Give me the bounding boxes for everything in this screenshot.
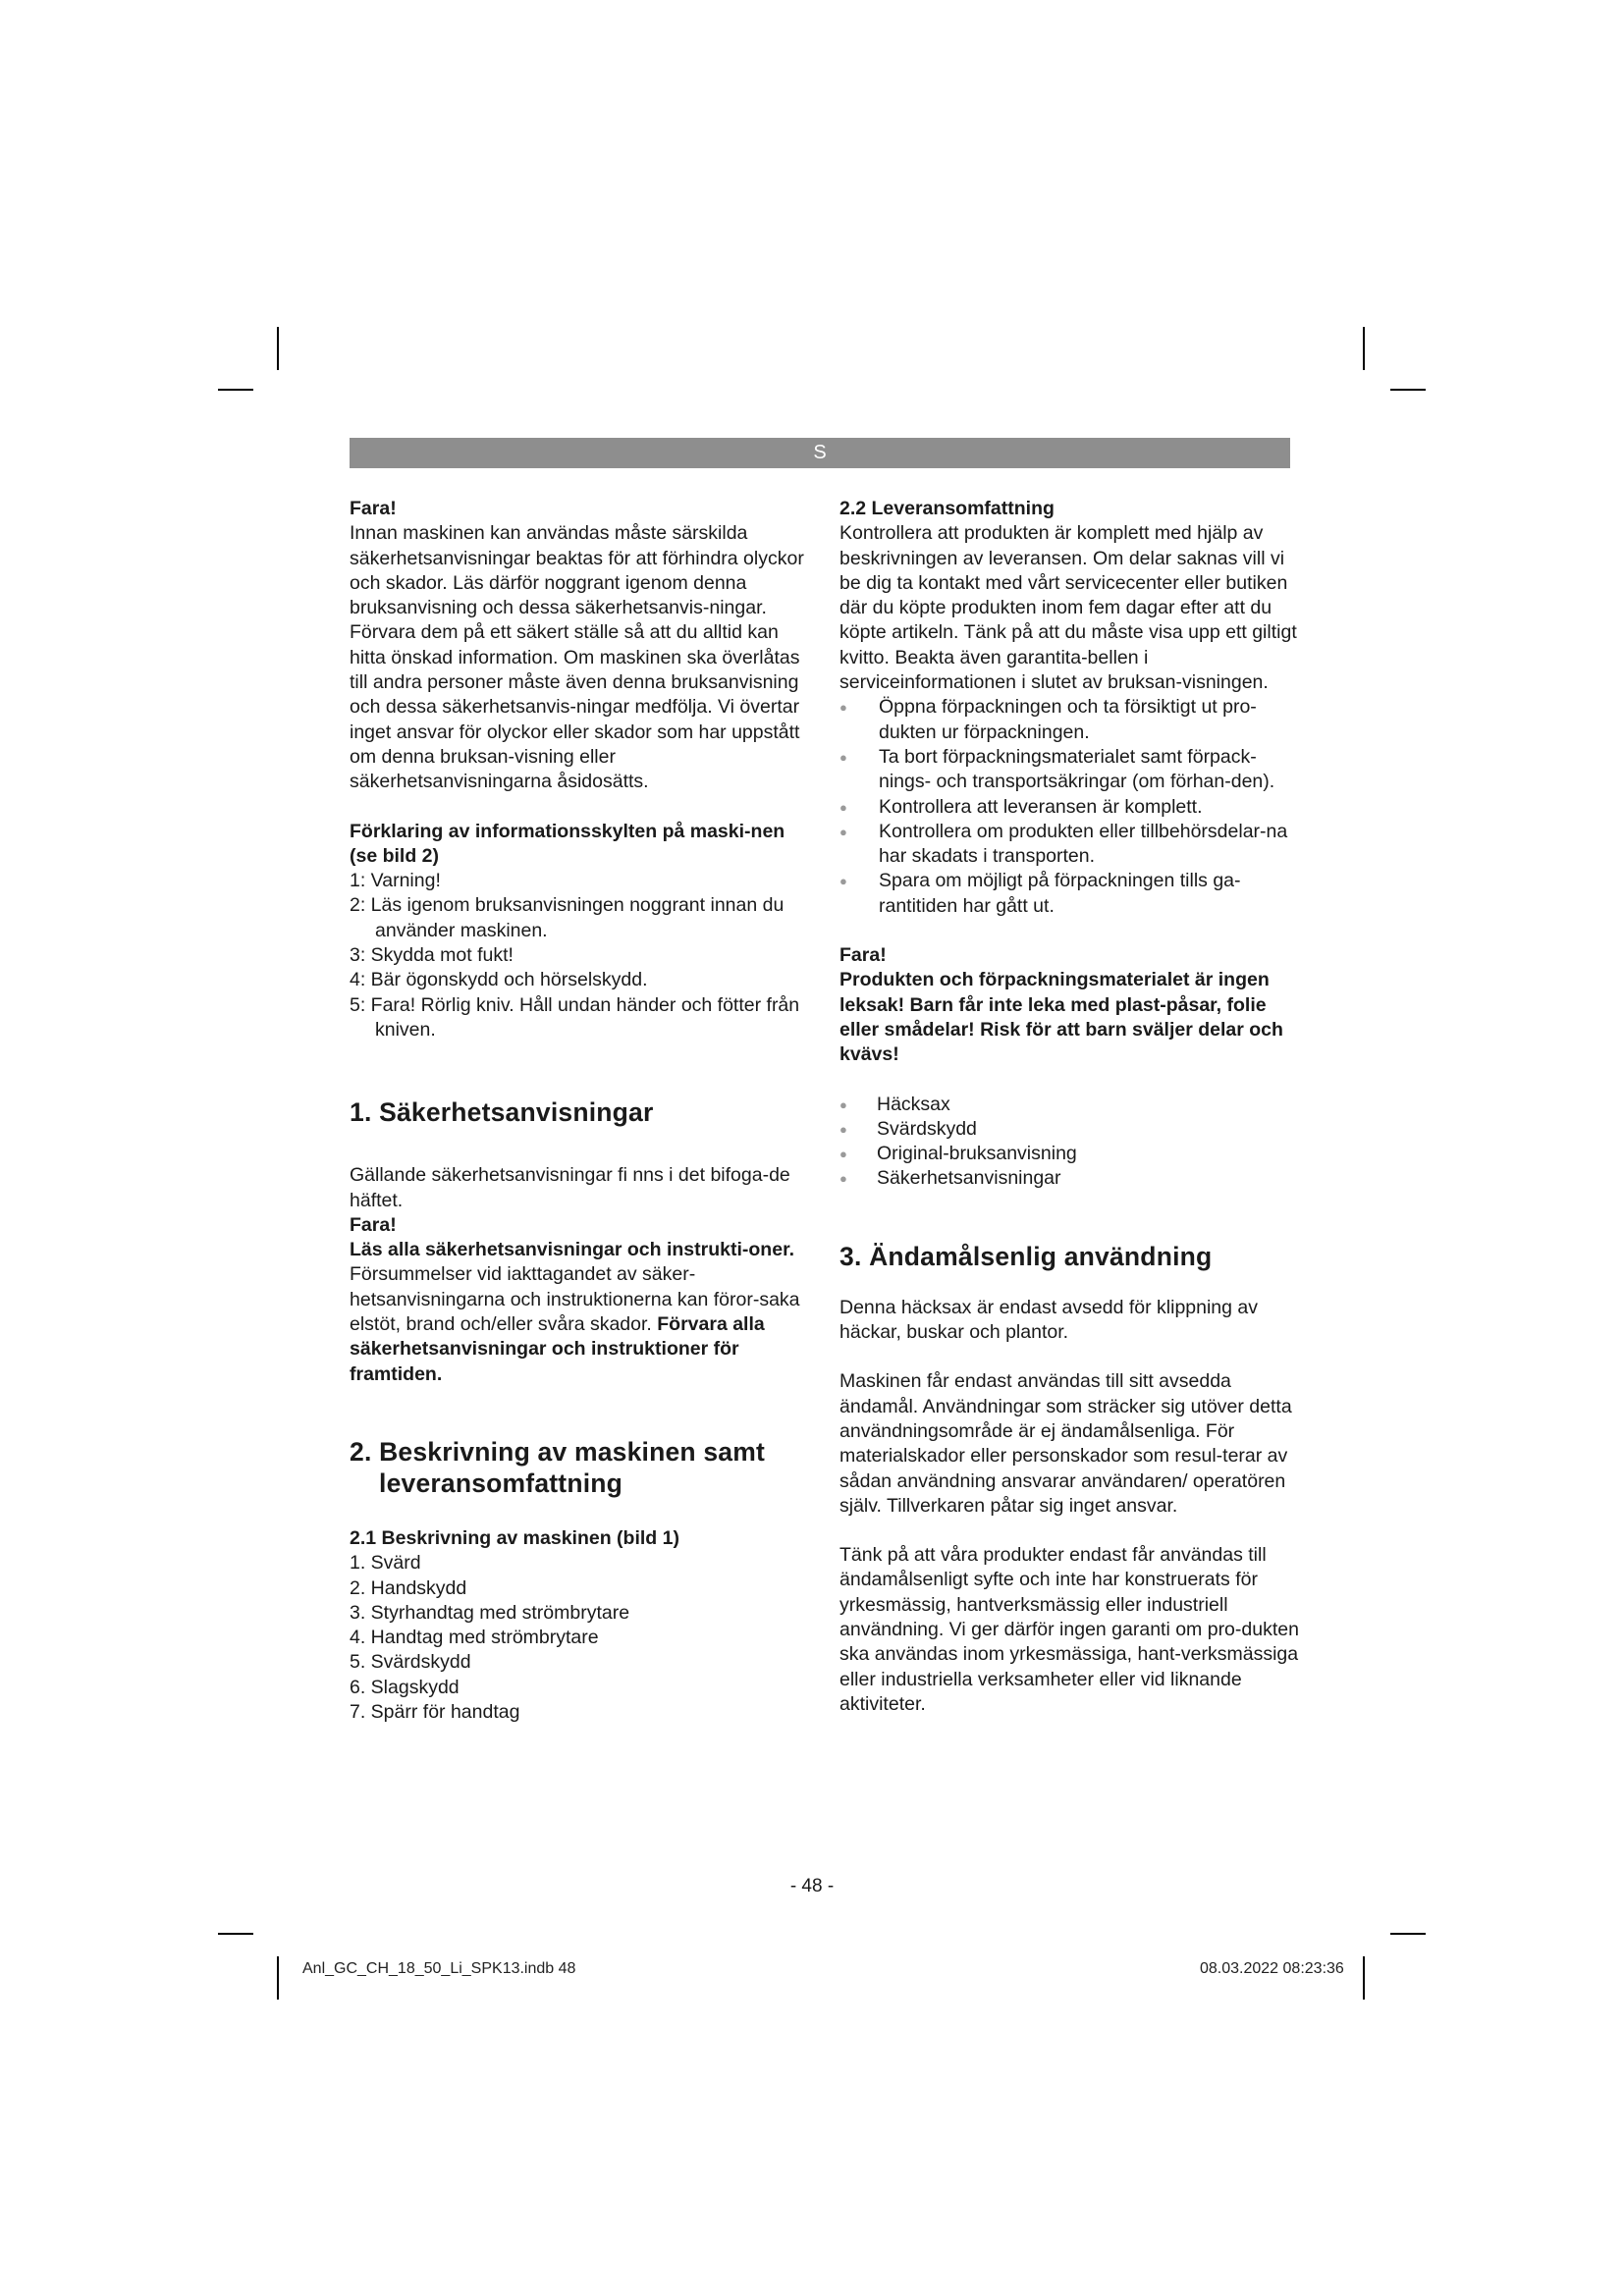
- warning-bold-text: Läs alla säkerhetsanvisningar och instrukti-oner.: [350, 1239, 794, 1261]
- crop-mark: [218, 1933, 253, 1935]
- section-2-2-paragraph: Kontrollera att produkten är komplett med hjälp av beskrivningen av leveransen. Om delar saknas vill vi be dig ta kontakt med vårt servicecenter eller butiken där du köpte produkten inom fem dagar efter att du köpte artikeln. Tänk på att du måste visa upp ett giltigt kvitto. Beakta även garantita-bellen i serviceinformationen i slutet av bruksan-visningen.: [839, 522, 1297, 694]
- unpack-steps-list: [839, 695, 1307, 919]
- unpack-step: ● Spara om möjligt på förpackningen tills ga-rantitiden har gått ut.: [839, 869, 1307, 919]
- crop-mark: [1390, 1933, 1426, 1935]
- section-1-heading: 1. Säkerhetsanvisningar: [350, 1097, 654, 1128]
- info-sign-item: 2: Läs igenom bruksanvisningen noggrant innan du använder maskinen.: [350, 894, 785, 941]
- machine-part-item: 6. Slagskydd: [350, 1676, 460, 1698]
- unpack-step: ● Kontrollera om produkten eller tillbehörsdelar-na har skadats i transporten.: [839, 820, 1307, 870]
- child-warning: Produkten och förpackningsmaterialet är ingen leksak! Barn får inte leka med plast-påsar, folie eller smådelar! Risk för att barn sväljer delar och kvävs!: [839, 969, 1283, 1066]
- info-sign-item: 1: Varning!: [350, 870, 441, 892]
- section-1-danger-heading: Fara!: [350, 1213, 397, 1236]
- section-2-2-heading: 2.2 Leveransomfattning: [839, 498, 1055, 519]
- section-3-paragraph: Maskinen får endast användas till sitt avsedda ändamål. Användningar som sträcker sig utöver detta användningsområde är ej ändamålsenliga. För materialskador eller personskador som resul-terar av sådan användning ansvarar användaren/ operatören själv. Tillverkaren påtar sig inget ansvar.: [839, 1370, 1292, 1517]
- info-sign-item: 3: Skydda mot fukt!: [350, 944, 514, 967]
- delivery-content-item: ● Säkerhetsanvisningar: [839, 1166, 1307, 1191]
- footer-timestamp: 08.03.2022 08:23:36: [1200, 1960, 1344, 1977]
- crop-mark: [1363, 1956, 1365, 2000]
- info-sign-list: [350, 869, 817, 1042]
- machine-part-item: 7. Spärr för handtag: [350, 1700, 520, 1723]
- section-3-paragraph: Denna häcksax är endast avsedd för klippning av häckar, buskar och plantor.: [839, 1296, 1259, 1344]
- machine-part-item: 2. Handskydd: [350, 1576, 467, 1599]
- page-number: - 48 -: [789, 1876, 835, 1896]
- danger-paragraph: Innan maskinen kan användas måste särskilda säkerhetsanvisningar beaktas för att förhindra olyckor och skador. Läs därför noggrant igenom denna bruksanvisning och dessa säkerhetsanvis-ningar. Förvara dem på ett säkert ställe så att du alltid kan hitta önskad information. Om maskinen ska överlåtas till andra personer måste även denna bruksanvisning och dessa säkerhetsanvis-ningar medfölja. Vi övertar inget ansvar för olyckor eller skador som har uppstått om denna bruksan-visning eller säkerhetsanvisningarna åsidosätts.: [350, 522, 804, 793]
- footer-file-name: Anl_GC_CH_18_50_Li_SPK13.indb 48: [302, 1960, 576, 1977]
- crop-mark: [277, 1956, 279, 2000]
- delivery-content-item: ● Häcksax: [839, 1093, 1307, 1117]
- delivery-content-item: ● Svärdskydd: [839, 1117, 1307, 1142]
- danger-heading: Fara!: [839, 944, 887, 967]
- left-column: [350, 491, 817, 1725]
- unpack-step: ● Ta bort förpackningsmaterialet samt förpack-nings- och transportsäkringar (om förhan-den).: [839, 745, 1307, 795]
- warning-bold-text: Förvara alla säkerhetsanvisningar och instruktioner för framtiden.: [350, 1313, 765, 1385]
- warning-text: Försummelser vid iakttagandet av säker-hetsanvisningarna och instruktionerna kan föror-saka elstöt, brand och/eller svåra skador.: [350, 1263, 800, 1336]
- language-code: S: [813, 442, 827, 463]
- delivery-content-item: ● Original-bruksanvisning: [839, 1142, 1307, 1166]
- info-sign-item: 5: Fara! Rörlig kniv. Håll undan händer och fötter från kniven.: [350, 993, 800, 1041]
- info-sign-item: 4: Bär ögonskydd och hörselskydd.: [350, 969, 648, 991]
- machine-part-item: 4. Handtag med strömbrytare: [350, 1627, 599, 1649]
- machine-part-item: 3. Styrhandtag med strömbrytare: [350, 1601, 630, 1624]
- section-2-heading: [350, 1436, 817, 1499]
- right-column: [839, 491, 1307, 1717]
- unpack-step: ● Öppna förpackningen och ta försiktigt ut pro-dukten ur förpackningen.: [839, 695, 1307, 745]
- delivery-contents-list: [839, 1093, 1307, 1192]
- section-2-heading-text: 2. Beskrivning av maskinen samt leveransomfattning: [350, 1436, 766, 1498]
- machine-part-item: 1. Svärd: [350, 1552, 421, 1575]
- crop-mark: [277, 327, 279, 370]
- section-2-1-heading: 2.1 Beskrivning av maskinen (bild 1): [350, 1526, 679, 1549]
- unpack-step: ● Kontrollera att leveransen är komplett.: [839, 795, 1307, 820]
- language-header-bar: [350, 438, 1290, 468]
- danger-heading: Fara!: [350, 498, 397, 519]
- section-3-paragraph: Tänk på att våra produkter endast får användas till ändamålsenligt syfte och inte har konstruerats för yrkesmässig, hantverksmässig eller industriell användning. Vi ger därför ingen garanti om pro-dukten ska användas inom yrkesmässiga, hant-verksmässiga eller industriella verksamheter eller vid liknande aktiviteter.: [839, 1544, 1299, 1715]
- machine-part-item: 5. Svärdskydd: [350, 1651, 471, 1674]
- crop-mark: [1390, 389, 1426, 391]
- section-3-heading: 3. Ändamålsenlig användning: [839, 1241, 1213, 1271]
- section-1-paragraph: Gällande säkerhetsanvisningar fi nns i det bifoga-de häftet.: [350, 1164, 790, 1211]
- crop-mark: [218, 389, 253, 391]
- crop-mark: [1363, 327, 1365, 370]
- section-1-warning: [350, 1238, 817, 1387]
- machine-parts-list: [350, 1551, 817, 1725]
- info-sign-heading: Förklaring av informationsskylten på maski-nen (se bild 2): [350, 820, 785, 867]
